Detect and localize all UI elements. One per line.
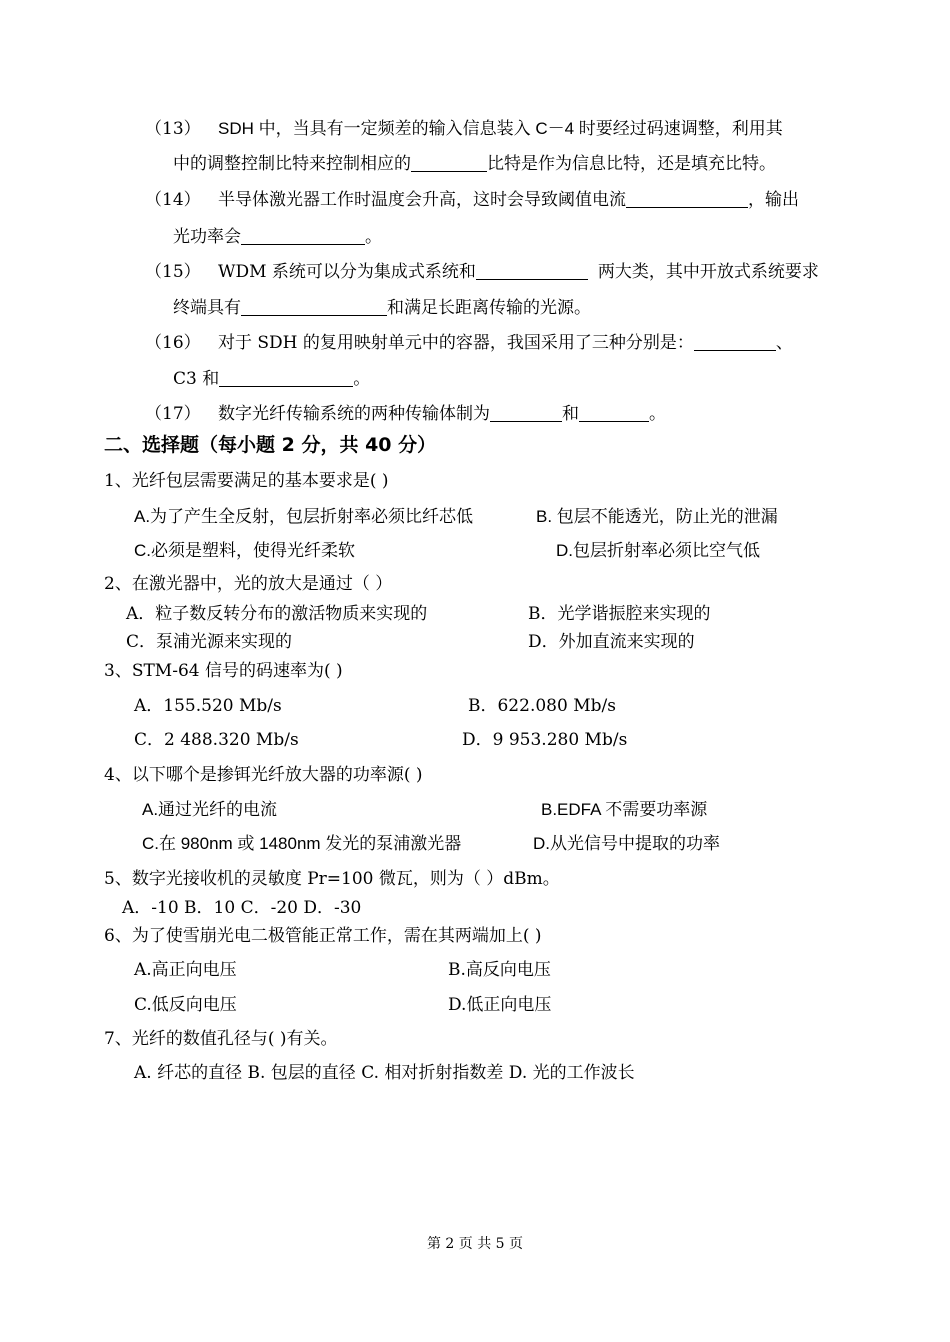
mc-q2-option-b: B．光学谐振腔来实现的	[528, 604, 711, 624]
q16-line2-text: C3 和	[173, 369, 220, 389]
mc-q4-option-d: D.从光信号中提取的功率	[533, 834, 720, 853]
mc-q3-option-d: D．9 953.280 Mb/s	[462, 730, 628, 750]
mc-q3-stem: 3、STM-64 信号的码速率为( )	[104, 661, 343, 681]
q17-blank-2[interactable]	[579, 405, 649, 422]
q15-line2-text: 终端具有	[173, 298, 241, 318]
mc-q5-options: A．-10 B．10 C．-20 D．-30	[122, 898, 362, 918]
q13-line2-text: 中的调整控制比特来控制相应的	[173, 154, 411, 174]
q15-line1-text: WDM 系统可以分为集成式系统和	[218, 262, 476, 282]
q14-line1-text: 半导体激光器工作时温度会升高，这时会导致阈值电流	[218, 190, 626, 210]
mc-q1-stem: 1、光纤包层需要满足的基本要求是( )	[104, 471, 389, 491]
q17-blank-1[interactable]	[490, 405, 562, 422]
mc-q2-option-c: C．泵浦光源来实现的	[126, 632, 293, 652]
q15-line1-tail: 两大类，其中开放式系统要求	[597, 262, 819, 282]
mc-q4-option-b: B.EDFA 不需要功率源	[541, 800, 708, 819]
q15-line2-tail: 和满足长距离传输的光源。	[387, 298, 591, 318]
mc-q7-stem: 7、光纤的数值孔径与( )有关。	[104, 1029, 338, 1049]
q15-blank-1[interactable]	[476, 263, 588, 280]
q14-number: （14）	[145, 190, 201, 210]
q17-line1-text: 数字光纤传输系统的两种传输体制为	[218, 404, 490, 424]
section-heading: 二、选择题（每小题 2 分，共 40 分）	[104, 434, 437, 456]
q16-line2-tail: 。	[353, 369, 371, 389]
mc-q2-option-d: D．外加直流来实现的	[528, 632, 695, 652]
mc-q4-option-a: A.通过光纤的电流	[142, 800, 278, 819]
q13-number: （13）	[145, 119, 201, 139]
q14-blank-2[interactable]	[241, 228, 365, 245]
mc-q1-option-c: C.必须是塑料，使得光纤柔软	[134, 541, 355, 560]
mc-q1-option-d: D.包层折射率必须比空气低	[556, 541, 760, 560]
mc-q1-option-b: B. 包层不能透光，防止光的泄漏	[536, 507, 778, 526]
q16-line1-tail: 、	[775, 333, 793, 353]
mc-q7-options: A. 纤芯的直径 B. 包层的直径 C. 相对折射指数差 D. 光的工作波长	[134, 1063, 635, 1083]
mc-q3-option-b: B．622.080 Mb/s	[468, 696, 616, 716]
mc-q6-option-d: D.低正向电压	[448, 995, 552, 1015]
q16-line2	[173, 368, 370, 390]
q15-line1	[218, 261, 819, 283]
q13-line1: SDH 中，当具有一定频差的输入信息装入 C－4 时要经过码速调整，利用其	[218, 119, 783, 138]
mc-q6-option-b: B.高反向电压	[448, 960, 551, 980]
q17-number: （17）	[145, 404, 201, 424]
q16-line1	[218, 332, 793, 354]
q15-line2	[173, 297, 591, 319]
q16-blank-1[interactable]	[694, 334, 776, 351]
q15-blank-2[interactable]	[241, 299, 387, 316]
q16-blank-2[interactable]	[219, 370, 353, 387]
mc-q4-stem: 4、以下哪个是掺铒光纤放大器的功率源( )	[104, 765, 423, 785]
q15-number: （15）	[145, 262, 201, 282]
q14-blank-1[interactable]	[626, 191, 748, 208]
mc-q2-stem: 2、在激光器中，光的放大是通过（ ）	[104, 574, 393, 594]
q17-line1-tail: 。	[649, 404, 666, 424]
q14-line1-tail: ，输出	[748, 190, 799, 210]
q16-line1-text: 对于 SDH 的复用映射单元中的容器，我国采用了三种分别是：	[218, 333, 694, 353]
q13-line2	[173, 153, 776, 175]
q14-line2-tail: 。	[365, 227, 382, 247]
q14-line2-text: 光功率会	[173, 227, 241, 247]
mc-q6-option-c: C.低反向电压	[134, 995, 237, 1015]
q17-line1-mid: 和	[562, 404, 579, 424]
mc-q4-option-c: C.在 980nm 或 1480nm 发光的泵浦激光器	[142, 834, 462, 853]
q16-number: （16）	[145, 333, 201, 353]
mc-q3-option-a: A．155.520 Mb/s	[134, 696, 282, 716]
q17-line1	[218, 403, 666, 425]
mc-q6-option-a: A.高正向电压	[134, 960, 237, 980]
page-number: 第 2 页 共 5 页	[426, 1236, 524, 1252]
q14-line1	[218, 189, 799, 211]
q13-line2-tail: 比特是作为信息比特，还是填充比特。	[487, 154, 776, 174]
mc-q2-option-a: A．粒子数反转分布的激活物质来实现的	[126, 604, 428, 624]
mc-q6-stem: 6、为了使雪崩光电二极管能正常工作，需在其两端加上( )	[104, 926, 542, 946]
q14-line2	[173, 226, 382, 248]
mc-q5-stem: 5、数字光接收机的灵敏度 Pr=100 微瓦，则为（ ）dBm。	[104, 869, 560, 889]
mc-q1-option-a: A.为了产生全反射，包层折射率必须比纤芯低	[134, 507, 474, 526]
mc-q3-option-c: C．2 488.320 Mb/s	[134, 730, 299, 750]
q13-blank[interactable]	[411, 155, 487, 172]
